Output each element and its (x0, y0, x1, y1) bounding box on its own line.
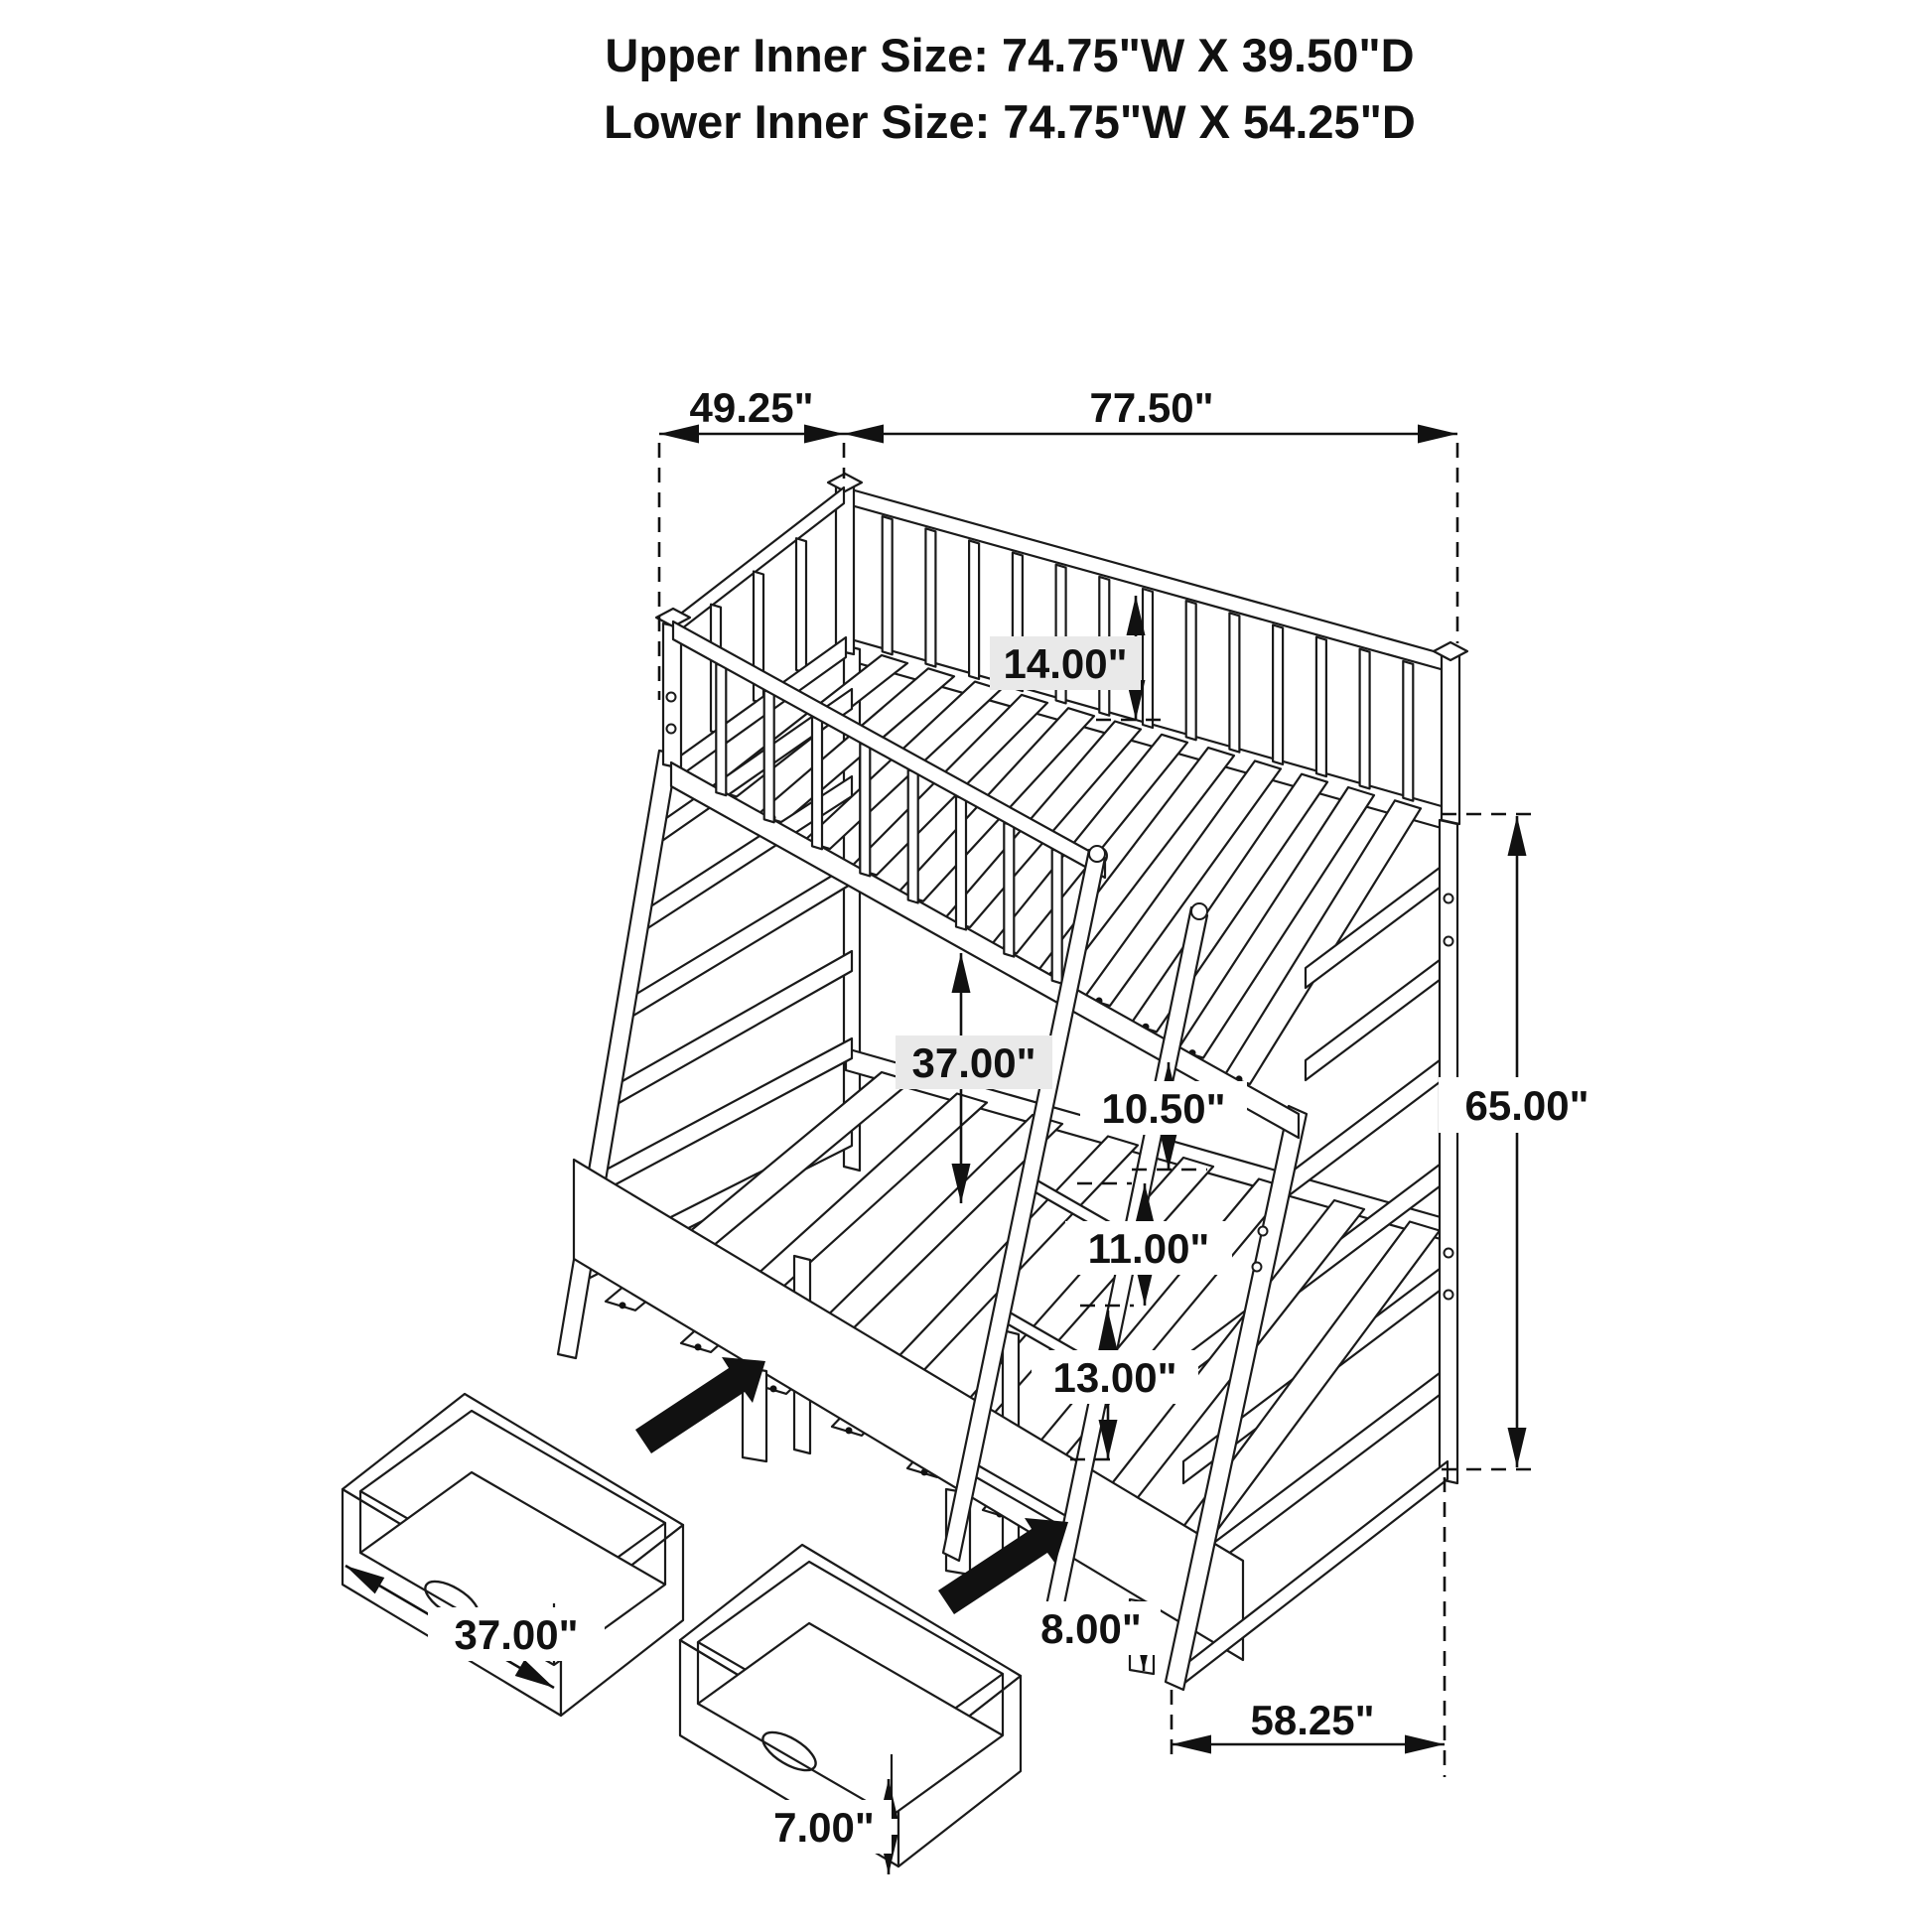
dim-label-drawer-height (757, 1800, 892, 1854)
svg-text:11.00": 11.00" (1087, 1225, 1210, 1272)
page-title-lower: Lower Inner Size: 74.75"W X 54.25"D (604, 95, 1416, 148)
svg-text:7.00": 7.00" (773, 1804, 875, 1851)
dim-label-length-top: 77.50" (1089, 384, 1214, 431)
svg-text:14.00": 14.00" (1003, 640, 1128, 687)
svg-text:10.50": 10.50" (1101, 1085, 1226, 1132)
dim-label-overall-height (1439, 1077, 1615, 1133)
dim-label-lower-depth: 58.25" (1250, 1697, 1375, 1743)
dim-label-ladder-mid-spacing (1065, 1221, 1232, 1275)
dim-label-drawer-width (428, 1607, 605, 1661)
svg-text:8.00": 8.00" (1040, 1605, 1142, 1652)
dim-label-bunk-spacing (896, 1035, 1052, 1089)
dim-label-floor-clearance (1022, 1601, 1161, 1655)
svg-text:13.00": 13.00" (1052, 1354, 1177, 1401)
dim-label-guardrail-height (990, 636, 1141, 690)
dim-label-ladder-bottom-spacing (1032, 1350, 1198, 1404)
storage-drawer-1 (343, 1394, 683, 1716)
svg-text:65.00": 65.00" (1464, 1082, 1589, 1129)
svg-text:37.00": 37.00" (911, 1039, 1036, 1086)
svg-text:37.00": 37.00" (454, 1611, 579, 1658)
page-title-upper: Upper Inner Size: 74.75"W X 39.50"D (605, 29, 1415, 81)
dim-label-ladder-top-spacing (1080, 1081, 1247, 1135)
dim-label-depth-top: 49.25" (689, 384, 814, 431)
